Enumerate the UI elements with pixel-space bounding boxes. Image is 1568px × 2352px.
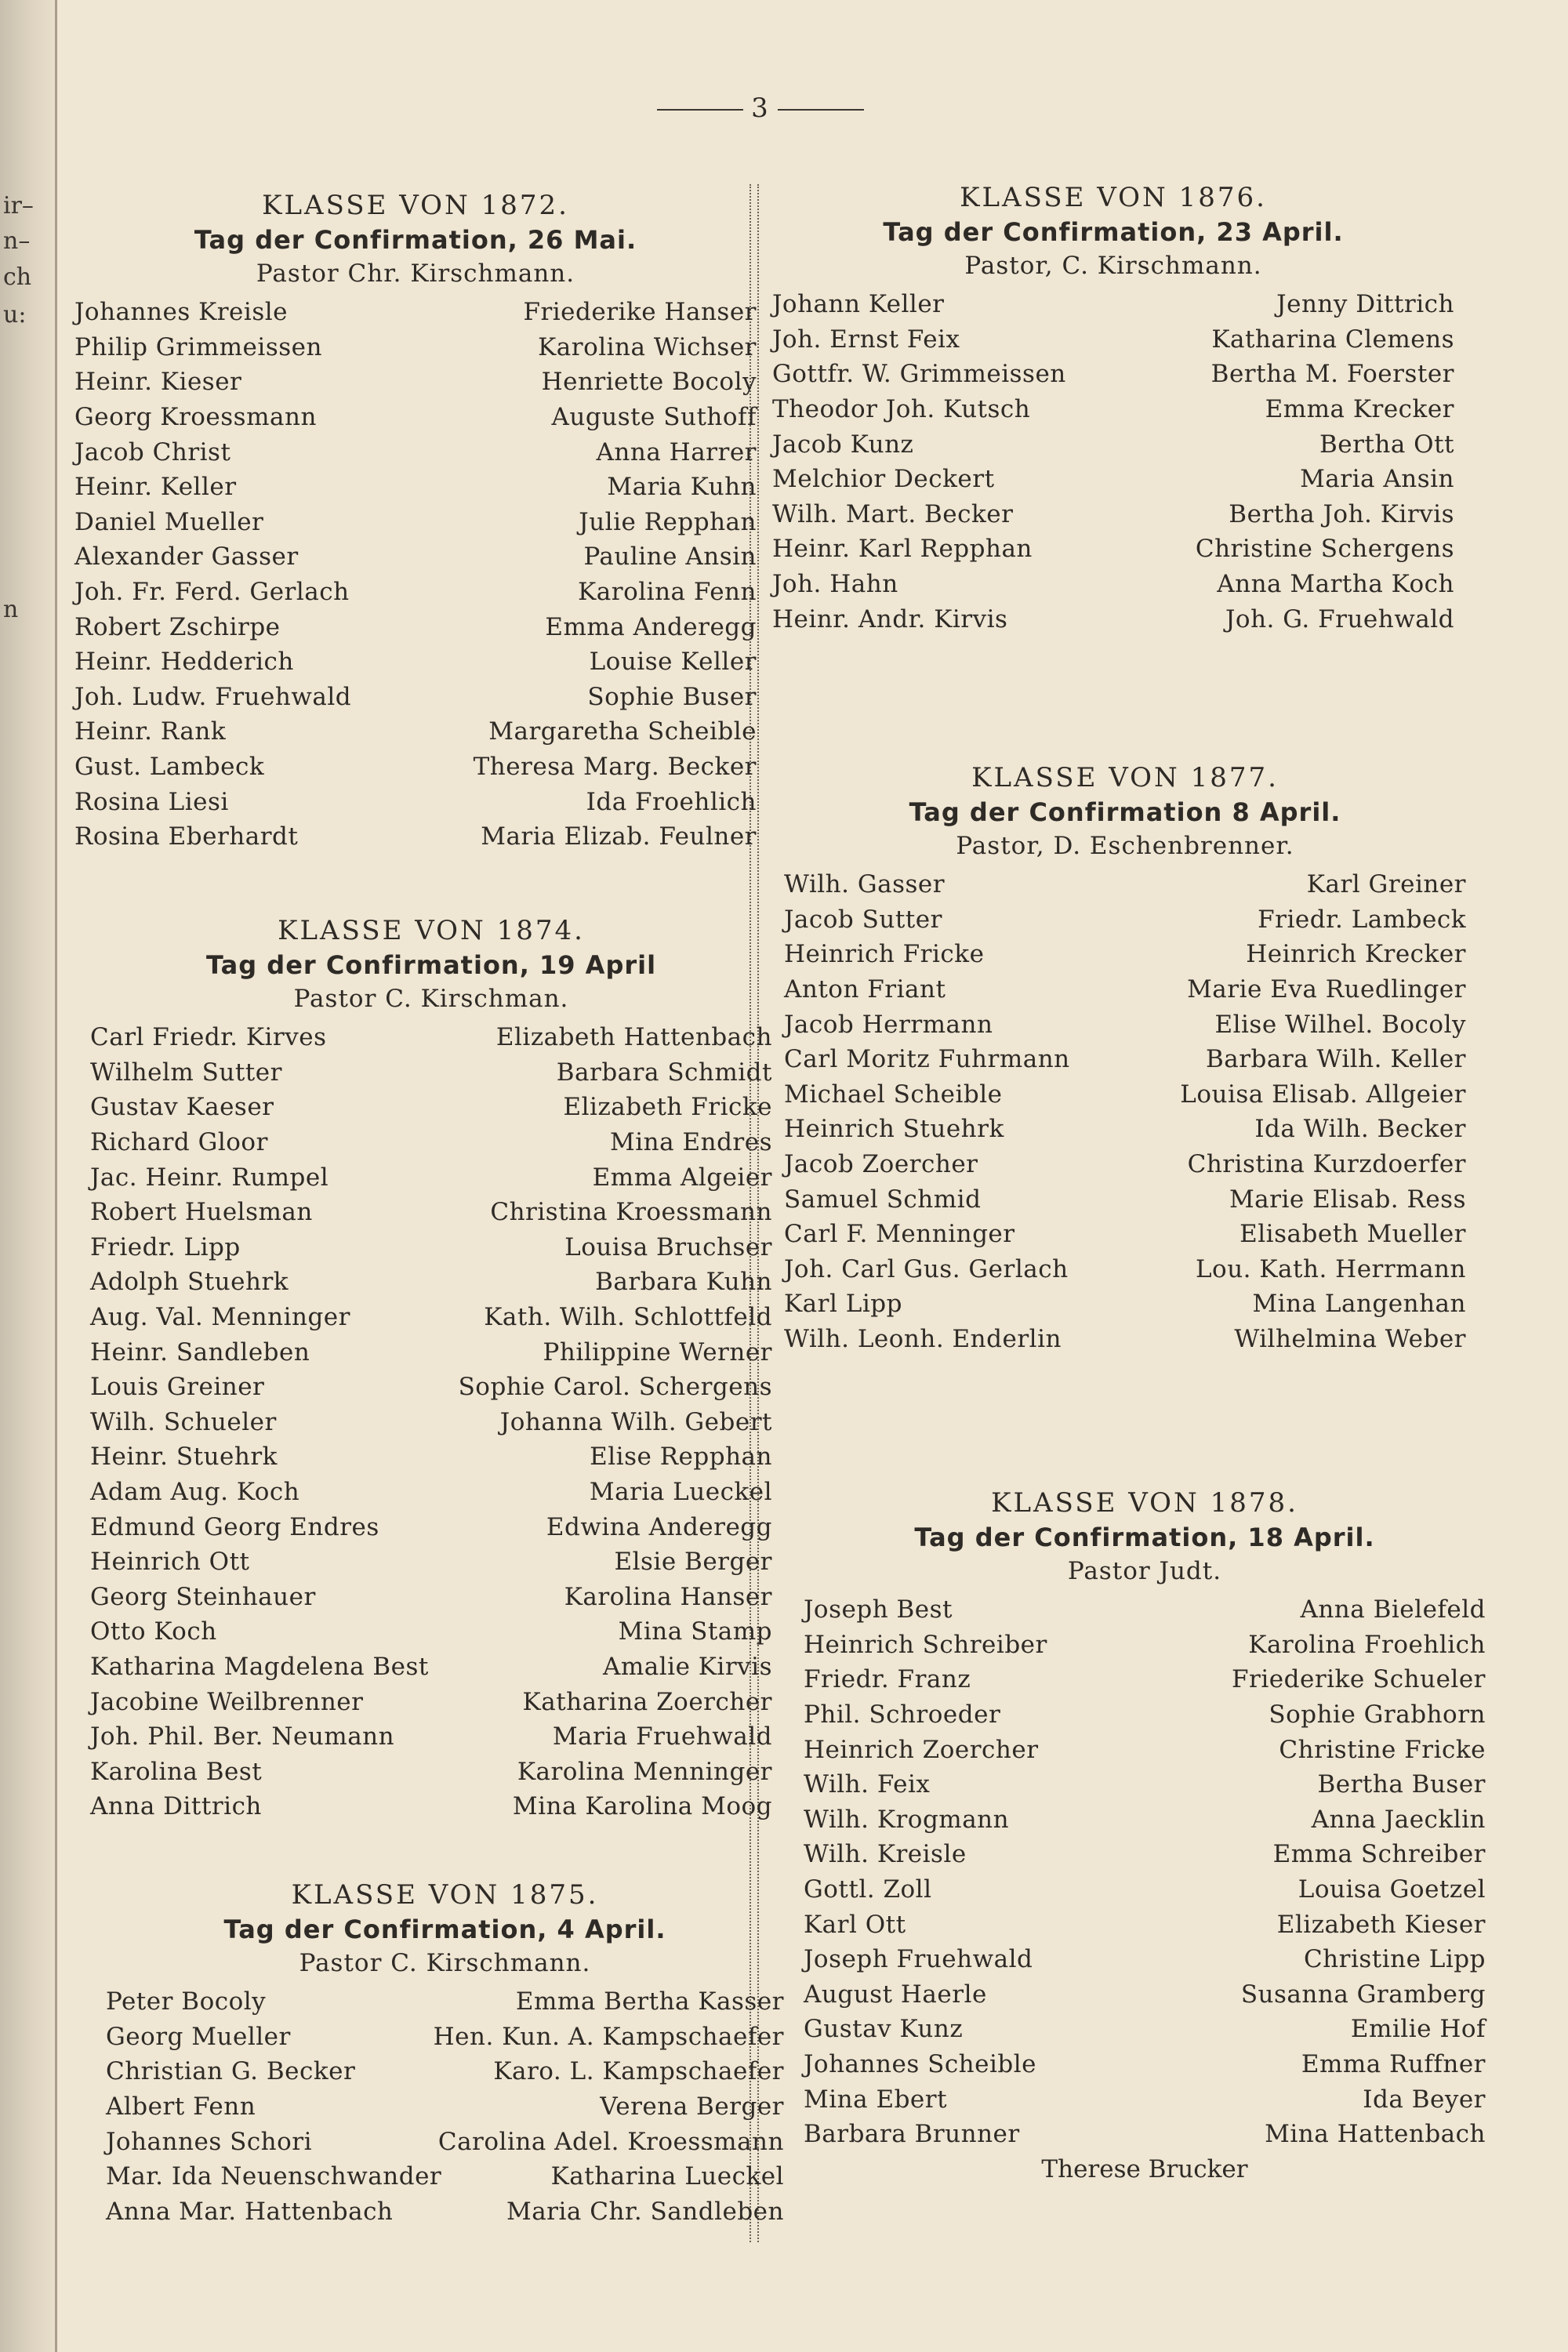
confirmand-name-left: Rosina Liesi	[74, 787, 229, 816]
name-row	[784, 1252, 1466, 1287]
confirmand-name-left: Anna Dittrich	[90, 1792, 262, 1821]
confirmand-name-right: Karolina Froehlich	[1248, 1630, 1486, 1659]
name-list	[106, 1984, 784, 2229]
confirmand-name-left: Jac. Heinr. Rumpel	[90, 1163, 329, 1192]
confirmand-name-left: Wilh. Mart. Becker	[772, 499, 1014, 528]
klasse-title: KLASSE VON 1872.	[262, 190, 569, 221]
klasse-1877	[784, 760, 1466, 1356]
confirmand-name-right: Louisa Elisab. Allgeier	[1180, 1080, 1466, 1109]
klasse-title: KLASSE VON 1878.	[991, 1487, 1298, 1519]
confirmand-name-right: Friederike Hanser	[523, 298, 757, 327]
confirmand-name-left: Heinr. Karl Repphan	[772, 535, 1033, 564]
klasse-title: KLASSE VON 1874.	[278, 915, 585, 946]
confirmand-name-left: Phil. Schroeder	[804, 1700, 1001, 1730]
name-row	[90, 1160, 772, 1195]
confirmand-name-right: Karo. L. Kampschaefer	[493, 2057, 784, 2086]
book-spine-shadow	[0, 0, 56, 2352]
name-row	[772, 357, 1454, 392]
klasse-1874	[90, 913, 772, 1824]
confirmand-name-right: Carolina Adel. Kroessmann	[437, 2127, 784, 2156]
name-row	[784, 972, 1466, 1007]
confirmand-name-left: Philip Grimmeissen	[74, 332, 322, 361]
confirmand-name-right: Karolina Hanser	[564, 1582, 772, 1611]
confirmand-name-right: Barbara Kuhn	[595, 1268, 772, 1297]
confirmand-name-right: Kath. Wilh. Schlottfeld	[484, 1303, 772, 1332]
name-row	[784, 867, 1466, 902]
name-row	[74, 575, 757, 610]
klasse-1875	[106, 1878, 784, 2229]
name-row	[74, 680, 757, 715]
confirmand-name-right: Philippine Werner	[543, 1338, 772, 1367]
confirmand-name-right: Elise Repphan	[590, 1443, 772, 1472]
margin-fragment: n	[3, 596, 19, 623]
confirmand-name-right: Mina Karolina Moog	[512, 1792, 772, 1821]
confirmand-name-right: Bertha Ott	[1319, 430, 1454, 459]
name-row	[90, 1439, 772, 1475]
name-row	[74, 434, 757, 470]
confirmand-name-right: Maria Kuhn	[607, 473, 757, 502]
confirmand-name-left: Adolph Stuehrk	[90, 1268, 289, 1297]
name-row	[74, 470, 757, 505]
confirmand-name-left: Wilh. Leonh. Enderlin	[784, 1325, 1062, 1354]
confirmand-name-left: Mina Ebert	[804, 2085, 948, 2114]
pastor-line: Pastor C. Kirschmann.	[299, 1949, 591, 1977]
name-row	[90, 1719, 772, 1755]
confirmation-date: Tag der Confirmation, 26 Mai.	[194, 225, 637, 255]
confirmand-name-left: Peter Bocoly	[106, 1987, 267, 2016]
confirmand-name-right: Ida Wilh. Becker	[1254, 1115, 1466, 1144]
name-row	[74, 365, 757, 400]
name-row	[772, 462, 1454, 497]
confirmand-name-right: Marie Elisab. Ress	[1229, 1185, 1466, 1214]
confirmand-name-left: Robert Huelsman	[90, 1198, 313, 1227]
name-row	[90, 1650, 772, 1685]
confirmand-name-left: Gustav Kaeser	[90, 1093, 274, 1122]
confirmand-name-right: Karolina Fenn	[578, 578, 757, 607]
name-row	[784, 1007, 1466, 1042]
confirmand-name-right: Heinrich Krecker	[1246, 940, 1466, 969]
name-row	[90, 1789, 772, 1824]
confirmand-name-right: Elise Wilhel. Bocoly	[1214, 1010, 1466, 1039]
confirmand-name-right: Emma Krecker	[1265, 395, 1454, 424]
klasse-title: KLASSE VON 1877.	[971, 762, 1279, 793]
confirmand-name-left: Katharina Magdelena Best	[90, 1652, 429, 1681]
name-list	[74, 295, 757, 855]
name-row	[90, 1405, 772, 1440]
name-row	[106, 2054, 784, 2089]
confirmand-name-right: Christine Schergens	[1195, 535, 1454, 564]
pastor-line: Pastor Chr. Kirschmann.	[256, 260, 575, 288]
name-row	[90, 1684, 772, 1719]
confirmand-name-right: Maria Ansin	[1300, 465, 1454, 494]
confirmand-name-left: Karl Lipp	[784, 1290, 902, 1319]
confirmand-name-right: Joh. G. Fruehwald	[1225, 604, 1454, 633]
confirmand-name-left: Joh. Phil. Ber. Neumann	[90, 1722, 395, 1751]
pastor-line: Pastor, C. Kirschmann.	[964, 252, 1262, 280]
name-row	[772, 392, 1454, 427]
confirmand-name-right: Elizabeth Kieser	[1276, 1910, 1486, 1939]
confirmand-name-left: Heinrich Schreiber	[804, 1630, 1047, 1659]
confirmand-name-right: Maria Lueckel	[589, 1478, 772, 1507]
confirmand-name-left: Heinr. Keller	[74, 473, 237, 502]
confirmand-name-right: Bertha M. Foerster	[1210, 360, 1454, 389]
confirmand-name-left: Heinr. Kieser	[74, 368, 242, 397]
confirmand-name-right: Theresa Marg. Becker	[473, 753, 757, 782]
name-row	[90, 1370, 772, 1405]
name-row	[804, 1802, 1486, 1838]
klasse-title: KLASSE VON 1875.	[291, 1879, 599, 1911]
confirmand-name-right: Louisa Goetzel	[1298, 1875, 1486, 1904]
name-row	[772, 532, 1454, 567]
name-row	[804, 1767, 1486, 1802]
confirmand-name-right: Emma Bertha Kasser	[515, 1987, 784, 2016]
confirmand-name-left: Jacobine Weilbrenner	[90, 1687, 364, 1716]
name-row	[804, 2012, 1486, 2047]
confirmand-name-right: Edwina Anderegg	[546, 1512, 772, 1541]
confirmand-name-left: Johann Keller	[772, 290, 945, 319]
confirmand-name-right: Mina Hattenbach	[1265, 2120, 1486, 2149]
confirmand-name-left: Wilh. Feix	[804, 1770, 931, 1799]
confirmand-name-left: Johannes Kreisle	[74, 298, 288, 327]
confirmand-name-left: Richard Gloor	[90, 1128, 268, 1157]
confirmand-name-right: Karl Greiner	[1306, 870, 1466, 899]
name-row	[772, 322, 1454, 358]
confirmand-name-left: Wilh. Schueler	[90, 1407, 277, 1436]
confirmand-name-left: Heinrich Fricke	[784, 940, 985, 969]
confirmand-name-right: Sophie Buser	[587, 682, 757, 711]
confirmand-name-right: Christina Kurzdoerfer	[1187, 1150, 1466, 1179]
confirmand-name-left: August Haerle	[804, 1980, 987, 2009]
confirmand-name-right: Elizabeth Fricke	[563, 1093, 772, 1122]
confirmand-name-right: Anna Jaecklin	[1311, 1805, 1486, 1834]
margin-fragment: u:	[3, 301, 27, 328]
name-row	[804, 1732, 1486, 1767]
confirmand-name-left: Heinr. Hedderich	[74, 648, 294, 677]
confirmand-name-right: Emma Algeier	[592, 1163, 772, 1192]
confirmand-name-right: Lou. Kath. Herrmann	[1195, 1254, 1466, 1283]
confirmand-name-left: Michael Scheible	[784, 1080, 1003, 1109]
name-row	[74, 400, 757, 435]
confirmand-name-left: Wilh. Gasser	[784, 870, 946, 899]
confirmand-name-left: Georg Steinhauer	[90, 1582, 316, 1611]
confirmand-name-left: Joseph Fruehwald	[804, 1945, 1033, 1974]
confirmand-name-right: Friederike Schueler	[1232, 1665, 1486, 1694]
confirmation-date: Tag der Confirmation, 23 April.	[883, 217, 1344, 247]
name-row	[784, 1322, 1466, 1357]
confirmand-name-right: Mina Stamp	[618, 1617, 772, 1646]
klasse-title: KLASSE VON 1876.	[960, 182, 1267, 213]
name-row	[90, 1754, 772, 1789]
name-row	[106, 2159, 784, 2194]
confirmand-name-left: Gust. Lambeck	[74, 753, 265, 782]
confirmand-name-right: Emma Anderegg	[545, 612, 757, 641]
margin-fragment: ir–	[3, 192, 34, 220]
name-list	[772, 287, 1454, 637]
confirmand-name-extra: Therese Brucker	[1041, 2154, 1248, 2183]
confirmand-name-left: Karolina Best	[90, 1757, 263, 1786]
confirmand-name-left: Heinrich Zoercher	[804, 1735, 1039, 1764]
name-row	[90, 1195, 772, 1230]
name-row	[772, 497, 1454, 532]
name-row	[804, 1907, 1486, 1942]
confirmand-name-left: Heinr. Stuehrk	[90, 1443, 278, 1472]
margin-fragment: ch	[3, 263, 32, 291]
confirmand-name-right: Jenny Dittrich	[1276, 290, 1454, 319]
confirmand-name-left: Edmund Georg Endres	[90, 1512, 379, 1541]
name-row	[784, 1077, 1466, 1112]
name-row	[784, 937, 1466, 972]
confirmand-name-right: Christine Fricke	[1279, 1735, 1486, 1764]
confirmand-name-right: Anna Bielefeld	[1300, 1595, 1486, 1624]
name-row	[74, 784, 757, 819]
confirmand-name-right: Henriette Bocoly	[541, 368, 757, 397]
confirmand-name-right: Barbara Wilh. Keller	[1205, 1045, 1466, 1074]
confirmand-name-left: Gustav Kunz	[804, 2015, 964, 2044]
page-edge	[55, 0, 57, 2352]
name-row	[804, 1837, 1486, 1872]
confirmand-name-right: Ida Froehlich	[586, 787, 757, 816]
confirmand-name-left: Jacob Zoercher	[784, 1150, 978, 1179]
confirmand-name-right: Bertha Buser	[1317, 1770, 1486, 1799]
confirmand-name-left: Adam Aug. Koch	[90, 1478, 300, 1507]
confirmand-name-right: Wilhelmina Weber	[1234, 1325, 1466, 1354]
confirmand-name-left: Joh. Fr. Ferd. Gerlach	[74, 578, 350, 607]
confirmand-name-left: Mar. Ida Neuenschwander	[106, 2162, 442, 2191]
confirmand-name-right: Mina Langenhan	[1252, 1290, 1466, 1319]
confirmand-name-left: Samuel Schmid	[784, 1185, 982, 1214]
name-row	[106, 1984, 784, 2020]
confirmand-name-left: Carl Friedr. Kirves	[90, 1023, 327, 1052]
confirmand-name-left: Barbara Brunner	[804, 2120, 1020, 2149]
confirmand-name-left: Jacob Christ	[74, 437, 231, 466]
name-row	[74, 609, 757, 644]
confirmand-name-right: Friedr. Lambeck	[1258, 905, 1466, 934]
name-row	[90, 1475, 772, 1510]
name-row	[106, 2089, 784, 2125]
confirmand-name-right: Sophie Carol. Schergens	[458, 1373, 772, 1402]
confirmand-name-right: Anna Martha Koch	[1217, 570, 1454, 599]
name-row	[784, 1147, 1466, 1182]
confirmand-name-right: Anna Harrer	[596, 437, 757, 466]
name-row	[74, 505, 757, 540]
confirmand-name-right: Verena Berger	[600, 2092, 784, 2122]
confirmand-name-left: Melchior Deckert	[772, 465, 995, 494]
confirmand-name-right: Ida Beyer	[1363, 2085, 1486, 2114]
name-row	[784, 1042, 1466, 1077]
confirmand-name-right: Elizabeth Hattenbach	[495, 1023, 772, 1052]
confirmand-name-left: Joh. Ludw. Fruehwald	[74, 682, 352, 711]
confirmand-name-left: Johannes Schori	[106, 2127, 313, 2156]
confirmand-name-left: Joh. Carl Gus. Gerlach	[784, 1254, 1069, 1283]
name-list	[804, 1592, 1486, 2187]
confirmation-date: Tag der Confirmation, 4 April.	[223, 1915, 666, 1944]
confirmand-name-right: Christina Kroessmann	[490, 1198, 772, 1227]
pastor-line: Pastor Judt.	[1067, 1557, 1222, 1585]
confirmand-name-right: Barbara Schmidt	[556, 1058, 772, 1087]
confirmand-name-right: Christine Lipp	[1303, 1945, 1486, 1974]
name-row	[772, 567, 1454, 602]
confirmand-name-right: Johanna Wilh. Gebert	[499, 1407, 772, 1436]
confirmand-name-right: Elsie Berger	[614, 1548, 772, 1577]
name-row	[784, 1217, 1466, 1252]
name-row	[804, 1592, 1486, 1628]
confirmand-name-left: Johannes Scheible	[804, 2050, 1037, 2079]
confirmand-name-right: Katharina Lueckel	[550, 2162, 784, 2191]
confirmand-name-left: Jacob Kunz	[772, 430, 914, 459]
confirmand-name-left: Anton Friant	[784, 975, 946, 1004]
confirmand-name-left: Friedr. Lipp	[90, 1232, 241, 1261]
name-row	[804, 2082, 1486, 2117]
name-row	[90, 1580, 772, 1615]
confirmand-name-left: Georg Mueller	[106, 2022, 291, 2051]
name-row	[90, 1055, 772, 1091]
name-row	[804, 1942, 1486, 1977]
name-row	[90, 1544, 772, 1580]
confirmand-name-right: Marie Eva Ruedlinger	[1187, 975, 1466, 1004]
confirmand-name-left: Christian G. Becker	[106, 2057, 356, 2086]
confirmand-name-left: Joseph Best	[804, 1595, 953, 1624]
name-row	[90, 1090, 772, 1125]
confirmand-name-right: Emma Schreiber	[1272, 1840, 1486, 1869]
confirmand-name-left: Joh. Ernst Feix	[772, 325, 960, 354]
klasse-1876	[772, 180, 1454, 637]
confirmand-name-right: Julie Repphan	[579, 507, 757, 536]
name-row	[90, 1020, 772, 1055]
name-row	[106, 2020, 784, 2055]
confirmand-name-left: Otto Koch	[90, 1617, 217, 1646]
name-row	[74, 330, 757, 365]
name-row	[90, 1230, 772, 1265]
name-row	[74, 644, 757, 680]
confirmand-name-left: Anna Mar. Hattenbach	[106, 2197, 394, 2226]
confirmand-name-left: Alexander Gasser	[74, 543, 299, 572]
confirmand-name-left: Gottl. Zoll	[804, 1875, 932, 1904]
confirmand-name-left: Friedr. Franz	[804, 1665, 971, 1694]
name-row	[804, 1697, 1486, 1733]
confirmation-date: Tag der Confirmation 8 April.	[909, 797, 1341, 827]
confirmand-name-left: Aug. Val. Menninger	[90, 1303, 350, 1332]
confirmand-name-left: Theodor Joh. Kutsch	[772, 395, 1031, 424]
name-row	[804, 1872, 1486, 1907]
confirmand-name-right: Louise Keller	[589, 648, 757, 677]
name-list	[90, 1020, 772, 1824]
confirmand-name-left: Heinrich Stuehrk	[784, 1115, 1004, 1144]
confirmand-name-left: Louis Greiner	[90, 1373, 265, 1402]
name-row	[74, 819, 757, 855]
confirmand-name-right: Susanna Gramberg	[1240, 1980, 1486, 2009]
confirmand-name-left: Karl Ott	[804, 1910, 906, 1939]
confirmand-name-left: Heinr. Sandleben	[90, 1338, 310, 1367]
confirmand-name-left: Joh. Hahn	[772, 570, 898, 599]
confirmand-name-left: Rosina Eberhardt	[74, 822, 299, 851]
name-row	[90, 1509, 772, 1544]
confirmand-name-right: Margaretha Scheible	[488, 717, 757, 746]
confirmand-name-left: Jacob Sutter	[784, 905, 942, 934]
name-row	[90, 1300, 772, 1335]
confirmand-name-right: Maria Elizab. Feulner	[481, 822, 757, 851]
name-row	[90, 1125, 772, 1160]
name-row	[804, 2047, 1486, 2082]
name-row	[74, 714, 757, 750]
confirmand-name-right: Maria Fruehwald	[552, 1722, 772, 1751]
name-row	[74, 539, 757, 575]
confirmand-name-left: Carl F. Menninger	[784, 1220, 1015, 1249]
name-list	[784, 867, 1466, 1356]
name-row	[90, 1265, 772, 1300]
confirmand-name-left: Georg Kroessmann	[74, 403, 317, 432]
confirmand-name-right: Maria Chr. Sandleben	[506, 2197, 784, 2226]
confirmand-name-right: Auguste Suthoff	[551, 403, 757, 432]
confirmand-name-left: Heinrich Ott	[90, 1548, 250, 1577]
confirmand-name-left: Robert Zschirpe	[74, 612, 281, 641]
confirmand-name-right: Katharina Clemens	[1211, 325, 1454, 354]
confirmand-name-right: Pauline Ansin	[583, 543, 757, 572]
confirmand-name-right: Karolina Wichser	[538, 332, 757, 361]
confirmation-date: Tag der Confirmation, 18 April.	[914, 1523, 1375, 1552]
name-row	[784, 1112, 1466, 1147]
name-row	[784, 902, 1466, 938]
confirmand-name-left: Daniel Mueller	[74, 507, 264, 536]
confirmand-name-left: Wilhelm Sutter	[90, 1058, 282, 1087]
name-row	[784, 1287, 1466, 1322]
confirmand-name-right: Sophie Grabhorn	[1269, 1700, 1486, 1730]
pastor-line: Pastor, D. Eschenbrenner.	[956, 832, 1294, 860]
name-row	[804, 1662, 1486, 1697]
klasse-1872	[74, 188, 757, 855]
confirmand-name-left: Carl Moritz Fuhrmann	[784, 1045, 1070, 1074]
name-row	[772, 601, 1454, 637]
confirmand-name-right: Bertha Joh. Kirvis	[1229, 499, 1454, 528]
confirmand-name-right: Elisabeth Mueller	[1240, 1220, 1466, 1249]
name-row	[772, 287, 1454, 322]
confirmand-name-left: Gottfr. W. Grimmeissen	[772, 360, 1066, 389]
confirmand-name-right: Katharina Zoercher	[522, 1687, 772, 1716]
confirmand-name-right: Emma Ruffner	[1301, 2050, 1486, 2079]
name-row	[804, 1628, 1486, 1663]
confirmand-name-left: Heinr. Rank	[74, 717, 227, 746]
name-row	[772, 426, 1454, 462]
confirmand-name-left: Albert Fenn	[106, 2092, 256, 2122]
name-row	[784, 1181, 1466, 1217]
name-row	[74, 750, 757, 785]
confirmand-name-left: Heinr. Andr. Kirvis	[772, 604, 1008, 633]
confirmand-name-right: Mina Endres	[610, 1128, 772, 1157]
name-row	[90, 1614, 772, 1650]
confirmand-name-left: Wilh. Krogmann	[804, 1805, 1010, 1834]
name-row	[804, 2117, 1486, 2152]
name-row	[106, 2124, 784, 2159]
confirmand-name-right: Hen. Kun. A. Kampschaefer	[433, 2022, 784, 2051]
name-row	[74, 295, 757, 330]
confirmation-date: Tag der Confirmation, 19 April	[205, 950, 657, 980]
confirmand-name-right: Louisa Bruchser	[564, 1232, 772, 1261]
confirmand-name-left: Jacob Herrmann	[784, 1010, 993, 1039]
klasse-1878	[804, 1486, 1486, 2187]
confirmand-name-right: Karolina Menninger	[517, 1757, 772, 1786]
confirmand-name-left: Wilh. Kreisle	[804, 1840, 967, 1869]
confirmand-name-right: Amalie Kirvis	[602, 1652, 772, 1681]
margin-fragment: n–	[3, 227, 31, 255]
pastor-line: Pastor C. Kirschman.	[293, 985, 569, 1013]
name-row	[90, 1334, 772, 1370]
name-row	[106, 2194, 784, 2230]
page-number: 3	[643, 93, 878, 124]
name-row	[804, 1977, 1486, 2013]
confirmand-name-right: Emilie Hof	[1350, 2015, 1486, 2044]
